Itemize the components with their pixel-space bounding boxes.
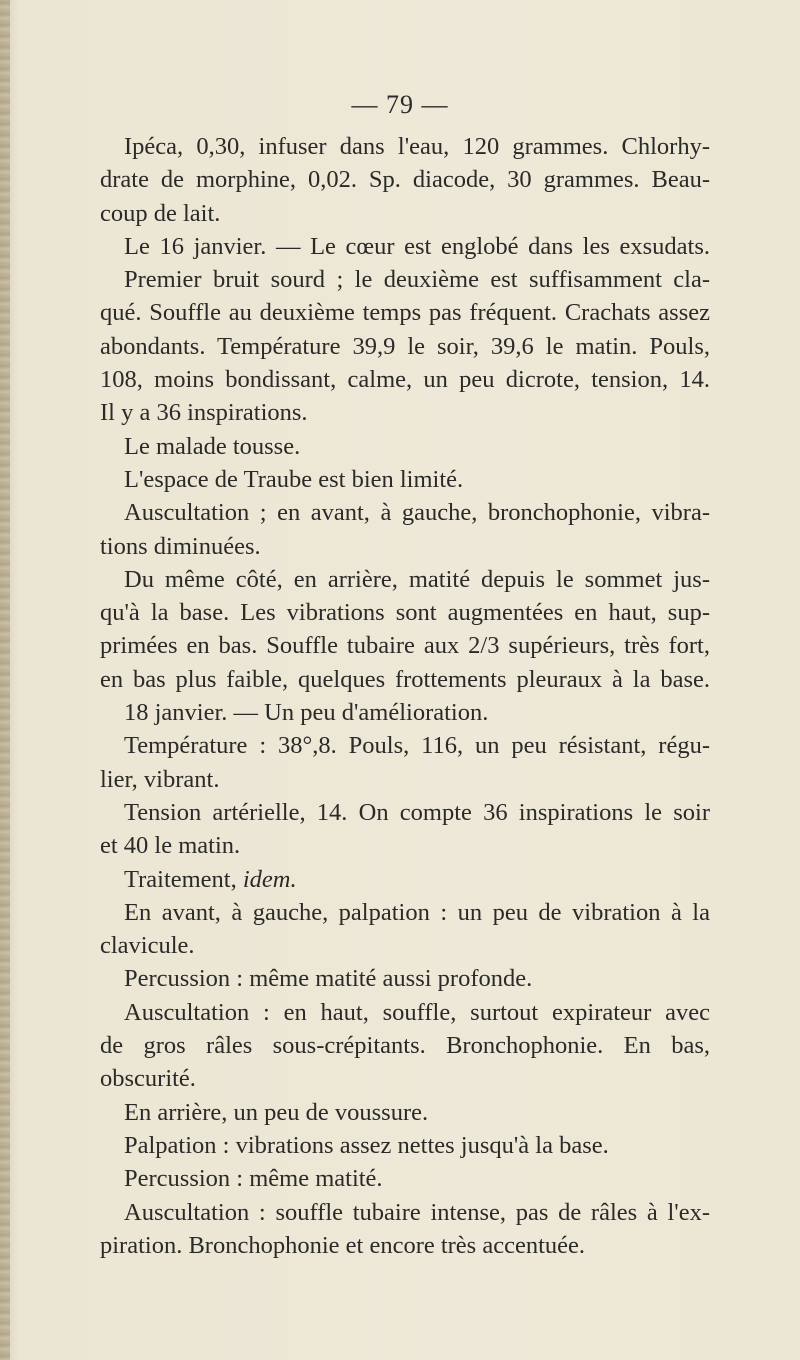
text-line: drate de morphine, 0,02. Sp. diacode, 30 grammes. Beau-	[100, 166, 710, 194]
text-line: en bas plus faible, quelques frottements pleuraux à la base.	[100, 665, 710, 693]
text-line	[100, 863, 710, 896]
text-line: qué. Souffle au deuxième temps pas fréquent. Crachats assez	[100, 299, 710, 327]
text-line: coup de lait.	[100, 199, 221, 227]
text-line: Palpation : vibrations assez nettes jusqu'à la base.	[124, 1131, 609, 1159]
text-line: lier, vibrant.	[100, 765, 220, 793]
text-line: primées en bas. Souffle tubaire aux 2/3 supérieurs, très fort,	[100, 632, 710, 660]
text-line: Auscultation ; en avant, à gauche, bronchophonie, vibra-	[124, 499, 710, 527]
text-line: En arrière, un peu de voussure.	[124, 1098, 429, 1126]
text-line: L'espace de Traube est bien limité.	[124, 465, 464, 493]
text-line: Il y a 36 inspirations.	[100, 399, 308, 427]
book-spine-edge	[0, 0, 10, 1360]
text-line: Premier bruit sourd ; le deuxième est suffisamment cla-	[124, 266, 710, 294]
text-line: Auscultation : en haut, souffle, surtout expirateur avec	[124, 998, 710, 1026]
text-line: et 40 le matin.	[100, 832, 241, 860]
text-line: obscurité.	[100, 1065, 196, 1093]
page-number: — 79 —	[351, 90, 449, 119]
text-line: Ipéca, 0,30, infuser dans l'eau, 120 grammes. Chlorhy-	[124, 133, 710, 160]
text-line: En avant, à gauche, palpation : un peu de vibration à la	[124, 898, 710, 926]
text-line: tions diminuées.	[100, 532, 261, 560]
text-line: Percussion : même matité.	[124, 1165, 383, 1193]
treatment-idem: idem.	[242, 865, 297, 893]
text-line: 108, moins bondissant, calme, un peu dicrote, tension, 14.	[100, 366, 710, 394]
text-line: Du même côté, en arrière, matité depuis le sommet jus-	[124, 565, 710, 593]
treatment-label: Traitement,	[124, 865, 243, 893]
text-line: Percussion : même matité aussi profonde.	[124, 965, 533, 993]
text-line: qu'à la base. Les vibrations sont augmentées en haut, sup-	[100, 599, 710, 627]
text-line: Tension artérielle, 14. On compte 36 inspirations le soir	[124, 798, 710, 826]
text-line: Le 16 janvier. — Le cœur est englobé dans les exsudats.	[124, 232, 710, 260]
text-line: abondants. Température 39,9 le soir, 39,6 le matin. Pouls,	[100, 332, 710, 360]
body-text	[100, 130, 710, 1262]
text-line: clavicule.	[100, 932, 195, 960]
text-line: 18 janvier. — Un peu d'amélioration.	[124, 699, 489, 727]
text-line: de gros râles sous-crépitants. Bronchophonie. En bas,	[100, 1032, 710, 1060]
text-line: piration. Bronchophonie et encore très accentuée.	[100, 1231, 586, 1259]
text-line: Le malade tousse.	[124, 432, 301, 460]
text-line: Auscultation : souffle tubaire intense, pas de râles à l'ex-	[124, 1198, 710, 1226]
text-line: Température : 38°,8. Pouls, 116, un peu résistant, régu-	[124, 732, 710, 760]
